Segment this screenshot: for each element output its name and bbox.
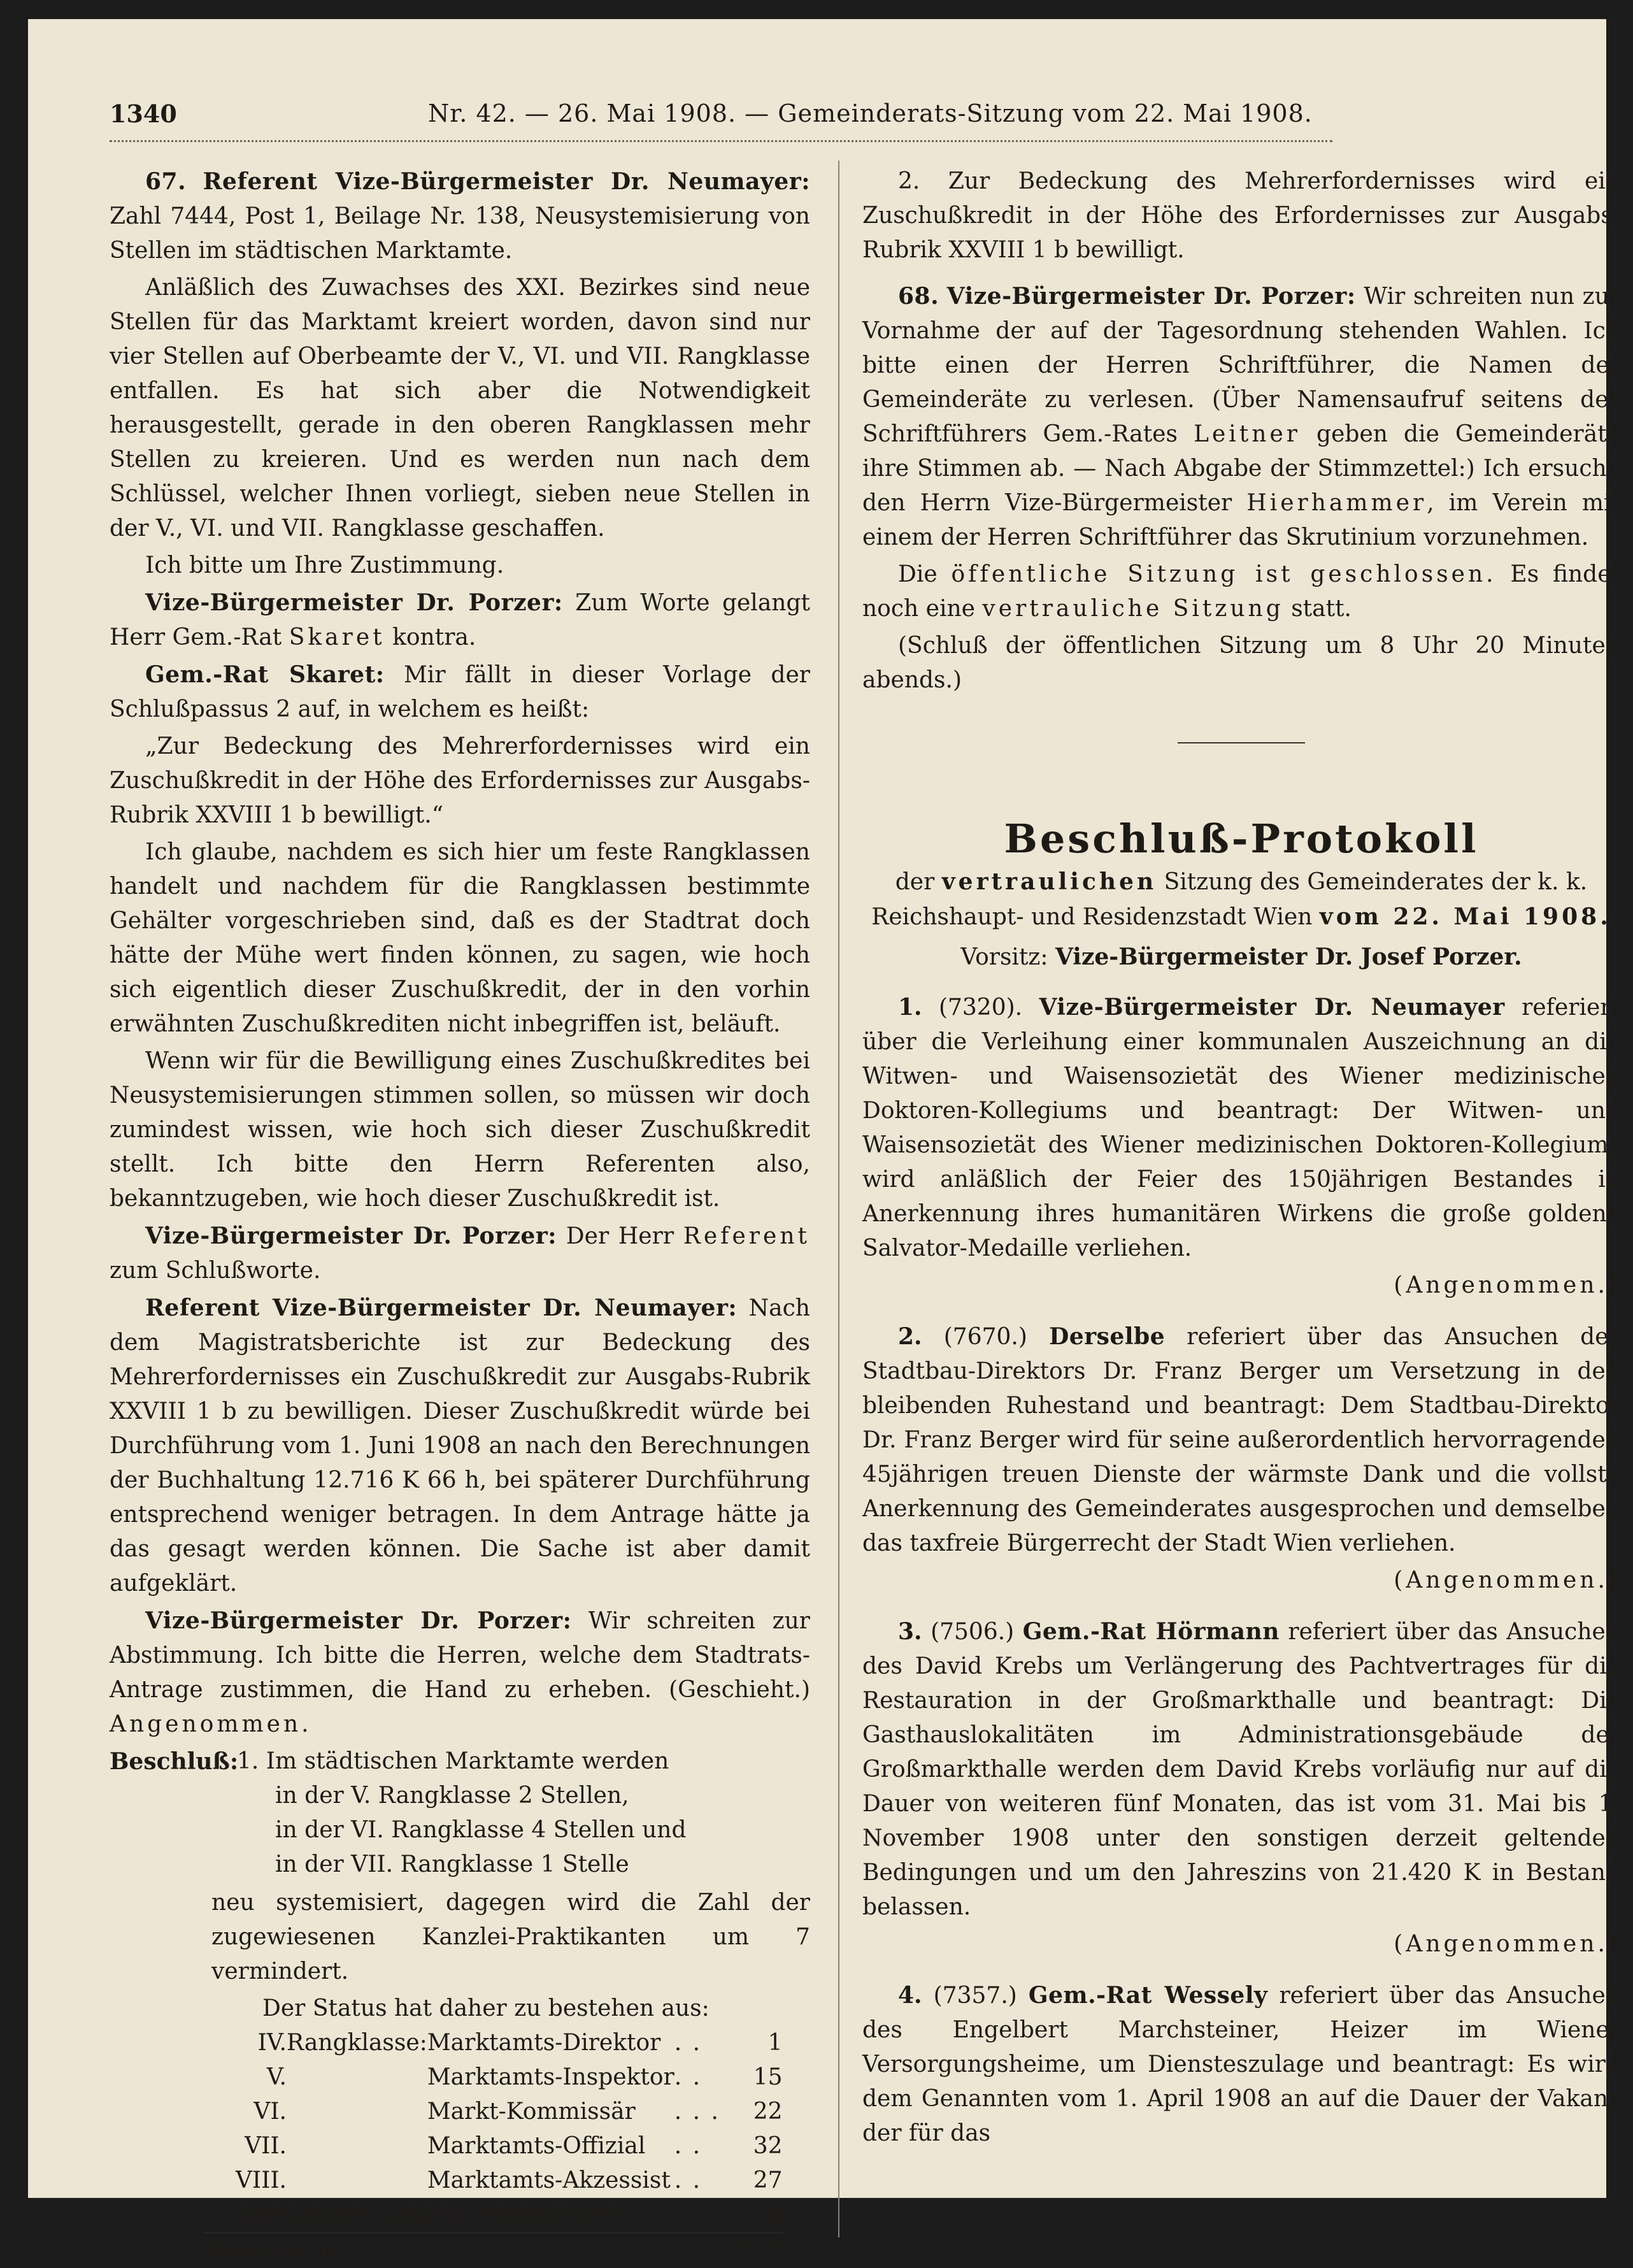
- resolution-label: Beschluß:: [110, 1748, 239, 1775]
- skaret-statement: Gem.-Rat Skaret: Mir fällt in dieser Vorlage der Schlußpassus 2 auf, in welchem es heißt:: [110, 661, 810, 722]
- item-speaker: Derselbe: [1049, 1323, 1166, 1350]
- resolution-item-2: 2. Zur Bedeckung des Mehrerfordernisses wird ein Zuschußkredit in der Höhe des Erfordernisses zur Ausgabs-Rubrik XXVIII 1 b bewilligt.: [862, 168, 1620, 263]
- item-number: 2.: [898, 1323, 922, 1350]
- item-number: 1.: [898, 994, 922, 1021]
- section-rule: [1178, 742, 1305, 743]
- column-divider: [838, 161, 839, 2237]
- status-row: IV. Rangklasse: Marktamts-Direktor . . 1: [257, 2030, 783, 2056]
- paragraph: Ich bitte um Ihre Zustimmung.: [145, 552, 504, 578]
- closing-notice: Die öffentliche Sitzung ist geschlossen. Es findet noch eine vertrauliche Sitzung statt.: [862, 561, 1620, 622]
- paragraph: Anläßlich des Zuwachses des XXI. Bezirkes sind neue Stellen für das Marktamt kreiert worden, davon sind nur vier Stellen auf Oberbeamte der V., VI. und VII. Rangklasse entfallen. Es hat sich aber die Notwendigkeit herausgestellt, gerade in den oberen Rangklassen mehr Stellen zu kreieren. Und es werden nun nach dem Schlüssel, welcher Ihnen vorliegt, sieben neue Stellen in der V., VI. und VII. Rangklasse geschaffen.: [110, 275, 810, 542]
- protocol-items: [862, 990, 1620, 2151]
- speaker-porzer: Vize-Bürgermeister Dr. Porzer:: [145, 1223, 557, 1249]
- vote-result: (Angenommen.): [1394, 1567, 1620, 1593]
- protocol-subtitle: der vertraulichen Sitzung des Gemeinderates der k. k. Reichshaupt- und Residenzstadt Wien vom 22. Mai 1908.: [871, 868, 1611, 930]
- porzer-statement-2: Vize-Bürgermeister Dr. Porzer: Der Herr Referent zum Schlußworte.: [110, 1223, 810, 1284]
- speaker-neumayer: Referent Vize-Bürgermeister Dr. Neumayer:: [145, 1295, 738, 1321]
- protocol-item: [862, 1614, 1620, 1962]
- status-table: [204, 2026, 783, 2268]
- protocol-item: [862, 1319, 1620, 1598]
- item-number: 4.: [898, 1982, 922, 2009]
- running-title: Nr. 42. — 26. Mai 1908. — Gemeinderats-Sitzung vom 22. Mai 1908.: [428, 99, 1313, 127]
- item-number: 3.: [898, 1618, 922, 1645]
- item-reference: (7506.): [931, 1619, 1015, 1645]
- speaker-neumayer: Referent Vize-Bürgermeister Dr. Neumayer:: [203, 168, 810, 195]
- resolution: Beschluß: 1. Im städtischen Marktamte werden in der V. Rangklasse 2 Stellen, in der VI. Rangklasse 4 Stellen und in der VII. Rangklasse 1 Stelle: [110, 1744, 810, 1882]
- page-header: [110, 99, 1332, 144]
- porzer-statement-3: Vize-Bürgermeister Dr. Porzer: Wir schreiten zur Abstimmung. Ich bitte die Herren, welche dem Stadtrats-Antrage zustimmen, die Hand zu erheben. (Geschieht.) Angenommen.: [110, 1607, 810, 1737]
- left-column: [110, 164, 810, 2268]
- document-page: [28, 19, 1620, 2264]
- vote-result: Angenommen.: [110, 1711, 312, 1737]
- speaker-porzer: Vize-Bürgermeister Dr. Porzer:: [946, 283, 1356, 310]
- item-67: 67. Referent Vize-Bürgermeister Dr. Neumayer: Zahl 7444, Post 1, Beilage Nr. 138, Neusystemisierung von Stellen im städtischen Marktamte.: [110, 168, 810, 264]
- item-speaker: Gem.-Rat Wessely: [1028, 1982, 1268, 2009]
- vote-result: (Angenommen.): [1394, 1272, 1620, 1298]
- item-reference: (7320).: [938, 994, 1023, 1021]
- porzer-statement-1: Vize-Bürgermeister Dr. Porzer: Zum Worte gelangt Herr Gem.-Rat Skaret kontra.: [110, 589, 810, 650]
- right-column: [862, 164, 1620, 2167]
- page-number: 1340: [110, 99, 177, 128]
- status-row: VII. Marktamts-Offizial . . 32: [245, 2133, 783, 2159]
- status-row: V. Marktamts-Inspektor . . 15: [266, 2064, 783, 2090]
- protocol-item: [862, 990, 1620, 1303]
- item-68: 68. Vize-Bürgermeister Dr. Porzer: Wir schreiten nun zur Vornahme der auf der Tagesordnung stehenden Wahlen. Ich bitte einen der Herren Schriftführer, die Namen der Gemeinderäte zu verlesen. (Über Namensaufruf seitens des Schriftführers Gem.-Rates Leitner geben die Gemeinderäte ihre Stimmen ab. — Nach Abgabe der Stimmzettel:) Ich ersuche den Herrn Vize-Bürgermeister Hierhammer, im Verein mit einem der Herren Schriftführer das Skrutinium vorzunehmen.: [862, 283, 1620, 550]
- item-text: referiert über das Ansuchen des Engelbert Marchsteiner, Heizer im Wiener Versorgungsheime, um Diensteszulage und beantragt: Es wird dem Genannten vom 1. April 1908 an auf die Dauer der Vakanz der für das: [862, 1983, 1620, 2146]
- resolution-note: neu systemisiert, dagegen wird die Zahl der zugewiesenen Kanzlei-Praktikanten um 7 vermindert.: [211, 1890, 810, 1984]
- speaker-skaret: Gem.-Rat Skaret:: [145, 661, 385, 688]
- protocol-chair: Vorsitz: Vize-Bürgermeister Dr. Josef Porzer.: [960, 944, 1522, 970]
- status-total-row: Zusammen . . 115: [204, 2233, 783, 2268]
- closing-time: (Schluß der öffentlichen Sitzung um 8 Uhr 20 Minuten abends.): [862, 633, 1620, 693]
- vote-result: (Angenommen.): [1394, 1931, 1620, 1957]
- status-total: 115: [738, 2237, 783, 2264]
- status-row: VI. Markt-Kommissär . . . 22: [253, 2099, 783, 2125]
- item-text: referiert über das Ansuchen des David Krebs um Verlängerung des Pachtvertrages für die Restauration in der Großmarkthalle und beantragt: Die Gasthauslokalitäten im Administrationsgebäude der Großmarkthalle werden dem David Krebs vorläufig nur auf die Dauer von weiteren fünf Monaten, das ist vom 31. Mai bis 1. November 1908 unter den sonstigen derzeit geltenden Bedingungen und um den Jahreszins von 21.420 K in Bestand belassen.: [862, 1619, 1620, 1920]
- item-reference: (7670.): [943, 1324, 1027, 1350]
- speaker-porzer: Vize-Bürgermeister Dr. Porzer:: [145, 589, 563, 616]
- status-row-praktikanten: Zugewiesene Kanzlei Praktikanten . . . . 18: [217, 2202, 783, 2228]
- item-speaker: Gem.-Rat Hörmann: [1022, 1618, 1280, 1645]
- item-reference: (7357.): [933, 1983, 1017, 2009]
- item-text: referiert über die Verleihung einer kommunalen Auszeichnung an die Witwen- und Waisensozietät des Wiener medizinischen Doktoren-Kollegiums und beantragt: Der Witwen- und Waisensozietät des Wiener medizinischen Doktoren-Kollegiums wird anläßlich der Feier des 150jährigen Bestandes in Anerkennung ihres humanitären Wirkens die große goldene Salvator-Medaille verliehen.: [862, 994, 1620, 1261]
- paragraph: Wenn wir für die Bewilligung eines Zuschußkredites bei Neusystemisierungen stimmen sollen, so müssen wir doch zumindest wissen, wie hoch sich dieser Zuschußkredit stellt. Ich bitte den Herrn Referenten also, bekanntzugeben, wie hoch dieser Zuschußkredit ist.: [110, 1048, 810, 1212]
- protocol-title: Beschluß-Protokoll: [1004, 815, 1479, 862]
- header-rule: [110, 140, 1332, 142]
- speaker-porzer: Vize-Bürgermeister Dr. Porzer:: [145, 1607, 572, 1634]
- quote: „Zur Bedeckung des Mehrerfordernisses wird ein Zuschußkredit in der Höhe des Erfordernisses zur Ausgabs-Rubrik XXVIII 1 b bewilligt.“: [110, 733, 810, 828]
- item-text: referiert über das Ansuchen des Stadtbau-Direktors Dr. Franz Berger um Versetzung in den bleibenden Ruhestand und beantragt: Dem Stadtbau-Direktor Dr. Franz Berger wird für seine außerordentlich hervorragenden 45jährigen treuen Dienste der wärmste Dank und die vollste Anerkennung des Gemeinderates ausgesprochen und demselben das taxfreie Bürgerrecht der Stadt Wien verliehen.: [862, 1324, 1620, 1556]
- protocol-item: [862, 1978, 1620, 2151]
- paragraph: Ich glaube, nachdem es sich hier um feste Rangklassen handelt und nachdem für die Rangklassen bestimmte Gehälter vorgeschrieben sind, daß es der Stadtrat doch hätte der Mühe wert finden können, zu sagen, wie hoch sich eigentlich dieser Zuschußkredit, der in den vorhin erwähnten Zuschußkrediten nicht inbegriffen ist, beläuft.: [110, 839, 810, 1037]
- status-intro: Der Status hat daher zu bestehen aus:: [262, 1995, 710, 2021]
- item-speaker: Vize-Bürgermeister Dr. Neumayer: [1039, 994, 1505, 1021]
- neumayer-statement: Referent Vize-Bürgermeister Dr. Neumayer: Nach dem Magistratsberichte ist zur Bedeckung des Mehrerfordernisses ein Zuschußkredit zur Ausgabs-Rubrik XXVIII 1 b zu bewilligen. Dieser Zuschußkredit würde bei Durchführung vom 1. Juni 1908 an nach den Berechnungen der Buchhaltung 12.716 K 66 h, bei späterer Durchführung entsprechend weniger betragen. In dem Antrage hätte ja das gesagt werden können. Die Sache ist aber damit aufgeklärt.: [110, 1295, 810, 1597]
- status-row: VIII. Marktamts-Akzessist . . 27: [235, 2167, 783, 2193]
